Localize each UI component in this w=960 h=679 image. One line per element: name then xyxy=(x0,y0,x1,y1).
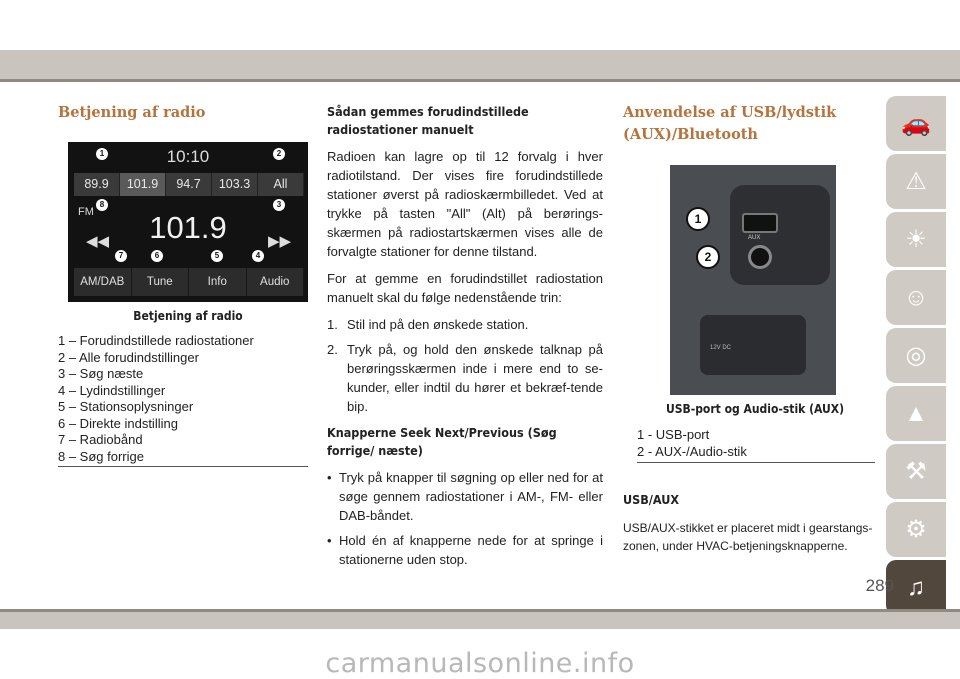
bullet-icon: • xyxy=(327,470,332,485)
figure-caption-usb: USB-port og Audio-stik (AUX) xyxy=(665,402,845,416)
radio-band-label: FM xyxy=(78,206,94,218)
legend-usb xyxy=(637,427,747,460)
legend-rule xyxy=(637,462,875,463)
figure-caption-radio: Betjening af radio xyxy=(133,309,243,323)
preset-button: 94.7 xyxy=(166,173,212,196)
legend-radio xyxy=(58,333,254,465)
section-title-line: (AUX)/Bluetooth xyxy=(623,126,758,143)
legend-rule xyxy=(58,466,308,467)
softkey-audio: Audio xyxy=(247,268,305,296)
subheading-seek-buttons: Knapperne Seek Next/Previous (Søg forrige/ næste) xyxy=(327,425,557,458)
radio-preset-row xyxy=(74,173,304,196)
section-title-line: Anvendelse af USB/lydstik xyxy=(623,104,837,121)
header-band xyxy=(0,50,960,79)
legend-item: 4 – Lydindstillinger xyxy=(58,382,166,398)
seek-previous-icon: ◀◀ xyxy=(86,233,110,250)
legend-item: 6 – Direkte indstilling xyxy=(58,415,178,431)
usb-panel xyxy=(730,185,830,285)
radio-softkey-row xyxy=(74,268,304,296)
step-number: 1. xyxy=(327,317,338,332)
tab-person-airbag-icon[interactable]: ☺ xyxy=(886,270,946,325)
softkey-info: Info xyxy=(189,268,247,296)
callout-badge: 2 xyxy=(696,245,720,269)
middle-column xyxy=(327,103,603,569)
callout-badge: 6 xyxy=(151,250,163,262)
preset-button: 89.9 xyxy=(74,173,120,196)
softkey-am-dab: AM/DAB xyxy=(74,268,132,296)
legend-item: 8 – Søg forrige xyxy=(58,448,144,464)
tab-car-hazard-icon[interactable]: ▲ xyxy=(886,386,946,441)
callout-badge: 2 xyxy=(273,148,285,160)
step-item xyxy=(327,315,603,334)
callout-badge: 1 xyxy=(96,148,108,160)
callout-badge: 5 xyxy=(211,250,223,262)
callout-badge: 4 xyxy=(252,250,264,262)
paragraph: Radioen kan lagre op til 12 forvalg i hver radiotilstand. Der vises fire forudindstillede stationer øverst på radioskærmbilledet. Ved at trykke på tasten "All" (Alt) på berørings-skærmen på radiostartskærmen vises alle de forvalgte stationer for denne tilstand. xyxy=(327,149,603,259)
bullet-item xyxy=(327,531,603,569)
legend-item: 1 - USB-port xyxy=(637,427,710,442)
callout-badge: 8 xyxy=(96,199,108,211)
bullet-icon: • xyxy=(327,533,332,548)
page-top-margin xyxy=(0,0,960,50)
subheading-save-presets: Sådan gemmes forudindstillede radiostationer manuelt xyxy=(327,104,529,137)
usb-port-image xyxy=(742,213,778,233)
bullet-item xyxy=(327,468,603,525)
tab-car-warning-icon[interactable]: ⚠ xyxy=(886,154,946,209)
legend-item: 1 – Forudindstillede radiostationer xyxy=(58,333,254,348)
callout-badge: 1 xyxy=(686,207,710,231)
header-rule xyxy=(0,79,960,82)
callout-badge: 7 xyxy=(115,250,127,262)
all-presets-button: All xyxy=(258,173,304,196)
legend-item: 5 – Stationsoplysninger xyxy=(58,399,194,414)
paragraph: USB/AUX-stikket er placeret midt i gearstangs-zonen, under HVAC-betjeningsknapperne. xyxy=(623,521,873,553)
radio-clock: 10:10 xyxy=(166,147,210,166)
preset-button-selected: 101.9 xyxy=(120,173,166,196)
power-outlet-label: 12V DC xyxy=(710,345,732,351)
legend-item: 7 – Radiobånd xyxy=(58,432,143,447)
bullet-text: Tryk på knapper til søgning op eller ned for at søge gennem radiostationer i AM-, FM- eller DAB-båndet. xyxy=(339,470,603,523)
tab-steering-wheel-icon[interactable]: ◎ xyxy=(886,328,946,383)
preset-button: 103.3 xyxy=(212,173,258,196)
legend-item: 3 – Søg næste xyxy=(58,366,144,381)
legend-item: 2 - AUX-/Audio-stik xyxy=(637,443,747,459)
step-text: Tryk på, og hold den ønskede talknap på berøringsskærmen inde i mere end to se-kunder, eller indtil du hører et bekræf-tende bip. xyxy=(347,342,603,414)
section-title-usb xyxy=(623,102,836,146)
step-item xyxy=(327,340,603,416)
tab-settings-list-icon[interactable]: ⚙ xyxy=(886,502,946,557)
bullet-text: Hold én af knapperne nede for at springe i stationerne uden stop. xyxy=(339,533,603,567)
radio-screen-image xyxy=(68,142,308,302)
watermark: carmanualsonline.info xyxy=(325,648,635,679)
subheading-usb-aux: USB/AUX xyxy=(623,492,680,507)
legend-item: 2 – Alle forudindstillinger xyxy=(58,349,199,365)
usb-aux-photo xyxy=(670,165,836,395)
right-column-text xyxy=(623,491,888,555)
softkey-tune: Tune xyxy=(132,268,190,296)
callout-badge: 3 xyxy=(273,199,285,211)
aux-jack-image xyxy=(748,245,772,269)
step-text: Stil ind på den ønskede station. xyxy=(347,317,529,332)
tab-radio-music-icon[interactable]: ♫ xyxy=(886,560,946,615)
paragraph: For at gemme en forudindstillet radiostation manuelt skal du følge nedenstående trin: xyxy=(327,271,603,305)
radio-frequency: 101.9 xyxy=(149,210,227,245)
page-number: 289 xyxy=(865,576,894,595)
step-number: 2. xyxy=(327,342,338,357)
tab-dashboard-lights-icon[interactable]: ☀ xyxy=(886,212,946,267)
aux-label: AUX xyxy=(748,235,761,241)
footer-band xyxy=(0,612,960,629)
seek-next-icon: ▶▶ xyxy=(268,233,292,250)
tab-car-tools-icon[interactable]: ⚒ xyxy=(886,444,946,499)
section-title-radio: Betjening af radio xyxy=(58,104,206,121)
tab-car-search-icon[interactable]: 🚗 xyxy=(886,96,946,151)
